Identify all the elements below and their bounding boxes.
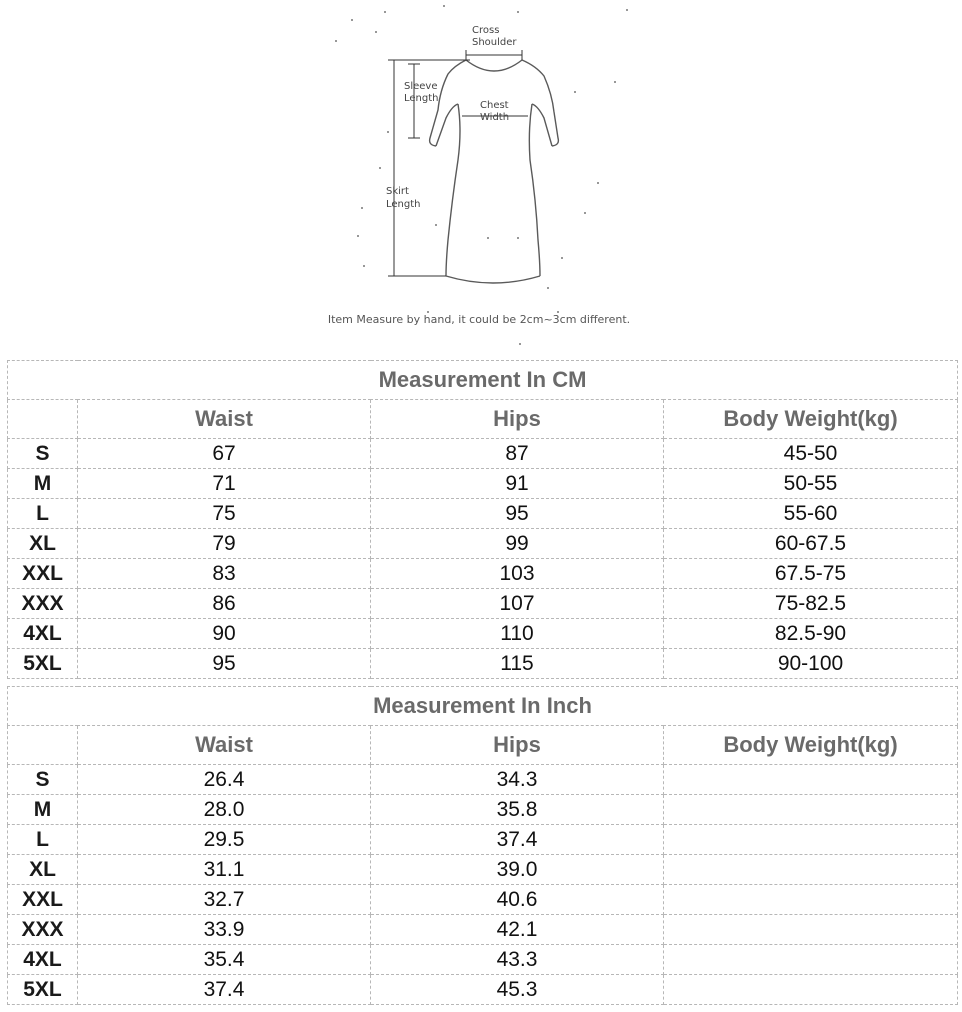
size-cell: 4XL <box>8 945 78 975</box>
waist-cell: 90 <box>78 619 371 649</box>
header-waist: Waist <box>78 726 371 765</box>
header-body-weight: Body Weight(kg) <box>664 726 958 765</box>
table-row <box>8 945 958 975</box>
dress-measurement-diagram <box>0 0 962 355</box>
header-hips: Hips <box>371 400 664 439</box>
table-row <box>8 885 958 915</box>
body-weight-cell <box>664 915 958 945</box>
size-cell: 4XL <box>8 619 78 649</box>
table-row <box>8 439 958 469</box>
waist-cell: 35.4 <box>78 945 371 975</box>
table-row <box>8 765 958 795</box>
measure-note: Item Measure by hand, it could be 2cm~3cm different. <box>327 313 631 326</box>
waist-cell: 67 <box>78 439 371 469</box>
hips-cell: 39.0 <box>371 855 664 885</box>
sleeve-length-label-1: Sleeve <box>404 81 438 92</box>
body-weight-cell: 50-55 <box>664 469 958 499</box>
hips-cell: 110 <box>371 619 664 649</box>
waist-cell: 86 <box>78 589 371 619</box>
size-cell: S <box>8 439 78 469</box>
table-header-row <box>8 726 958 765</box>
hips-cell: 45.3 <box>371 975 664 1005</box>
body-weight-cell: 55-60 <box>664 499 958 529</box>
body-weight-cell <box>664 855 958 885</box>
size-cell: L <box>8 499 78 529</box>
waist-cell: 33.9 <box>78 915 371 945</box>
hips-cell: 115 <box>371 649 664 679</box>
hips-cell: 91 <box>371 469 664 499</box>
table-row <box>8 855 958 885</box>
size-cell: S <box>8 765 78 795</box>
table-row <box>8 529 958 559</box>
hips-cell: 43.3 <box>371 945 664 975</box>
waist-cell: 26.4 <box>78 765 371 795</box>
waist-cell: 79 <box>78 529 371 559</box>
table-row <box>8 499 958 529</box>
size-cell: XXL <box>8 559 78 589</box>
waist-cell: 37.4 <box>78 975 371 1005</box>
size-cell: 5XL <box>8 975 78 1005</box>
size-cell: XL <box>8 855 78 885</box>
table-row <box>8 825 958 855</box>
hips-cell: 35.8 <box>371 795 664 825</box>
size-cell: XXX <box>8 915 78 945</box>
table-row <box>8 649 958 679</box>
hips-cell: 37.4 <box>371 825 664 855</box>
body-weight-cell: 67.5-75 <box>664 559 958 589</box>
hips-cell: 107 <box>371 589 664 619</box>
header-waist: Waist <box>78 400 371 439</box>
table-row <box>8 619 958 649</box>
body-weight-cell <box>664 765 958 795</box>
chest-width-label-2: Width <box>480 112 510 123</box>
hips-cell: 40.6 <box>371 885 664 915</box>
table-title-row <box>8 361 958 400</box>
table-row <box>8 469 958 499</box>
body-weight-cell <box>664 945 958 975</box>
table-title-row <box>8 687 958 726</box>
header-hips: Hips <box>371 726 664 765</box>
size-table-cm <box>7 360 958 679</box>
table-row <box>8 559 958 589</box>
size-cell: XXX <box>8 589 78 619</box>
skirt-length-label-1: Skirt <box>386 186 409 197</box>
cross-shoulder-label-2: Shoulder <box>472 37 517 48</box>
table-row <box>8 915 958 945</box>
hips-cell: 103 <box>371 559 664 589</box>
body-weight-cell: 90-100 <box>664 649 958 679</box>
waist-cell: 83 <box>78 559 371 589</box>
body-weight-cell <box>664 795 958 825</box>
size-cell: XXL <box>8 885 78 915</box>
dress-outline <box>430 60 559 283</box>
size-cell: XL <box>8 529 78 559</box>
cross-shoulder-label-1: Cross <box>472 25 500 36</box>
waist-cell: 71 <box>78 469 371 499</box>
size-cell: M <box>8 469 78 499</box>
body-weight-cell: 60-67.5 <box>664 529 958 559</box>
skirt-length-label-2: Length <box>386 199 421 210</box>
waist-cell: 95 <box>78 649 371 679</box>
diagram-specks <box>335 5 628 345</box>
body-weight-cell <box>664 885 958 915</box>
header-size <box>8 726 78 765</box>
table-row <box>8 589 958 619</box>
hips-cell: 87 <box>371 439 664 469</box>
sleeve-length-label-2: Length <box>404 93 439 104</box>
table-title: Measurement In CM <box>8 361 958 400</box>
body-weight-cell: 45-50 <box>664 439 958 469</box>
waist-cell: 75 <box>78 499 371 529</box>
table-header-row <box>8 400 958 439</box>
size-cell: L <box>8 825 78 855</box>
body-weight-cell: 75-82.5 <box>664 589 958 619</box>
hips-cell: 99 <box>371 529 664 559</box>
waist-cell: 31.1 <box>78 855 371 885</box>
body-weight-cell: 82.5-90 <box>664 619 958 649</box>
hips-cell: 42.1 <box>371 915 664 945</box>
size-cell: 5XL <box>8 649 78 679</box>
waist-cell: 28.0 <box>78 795 371 825</box>
hips-cell: 95 <box>371 499 664 529</box>
header-size <box>8 400 78 439</box>
body-weight-cell <box>664 975 958 1005</box>
table-row <box>8 795 958 825</box>
body-weight-cell <box>664 825 958 855</box>
waist-cell: 32.7 <box>78 885 371 915</box>
hips-cell: 34.3 <box>371 765 664 795</box>
header-body-weight: Body Weight(kg) <box>664 400 958 439</box>
chest-width-label-1: Chest <box>480 100 509 111</box>
size-table-inch <box>7 686 958 1005</box>
table-title: Measurement In Inch <box>8 687 958 726</box>
table-row <box>8 975 958 1005</box>
waist-cell: 29.5 <box>78 825 371 855</box>
size-cell: M <box>8 795 78 825</box>
